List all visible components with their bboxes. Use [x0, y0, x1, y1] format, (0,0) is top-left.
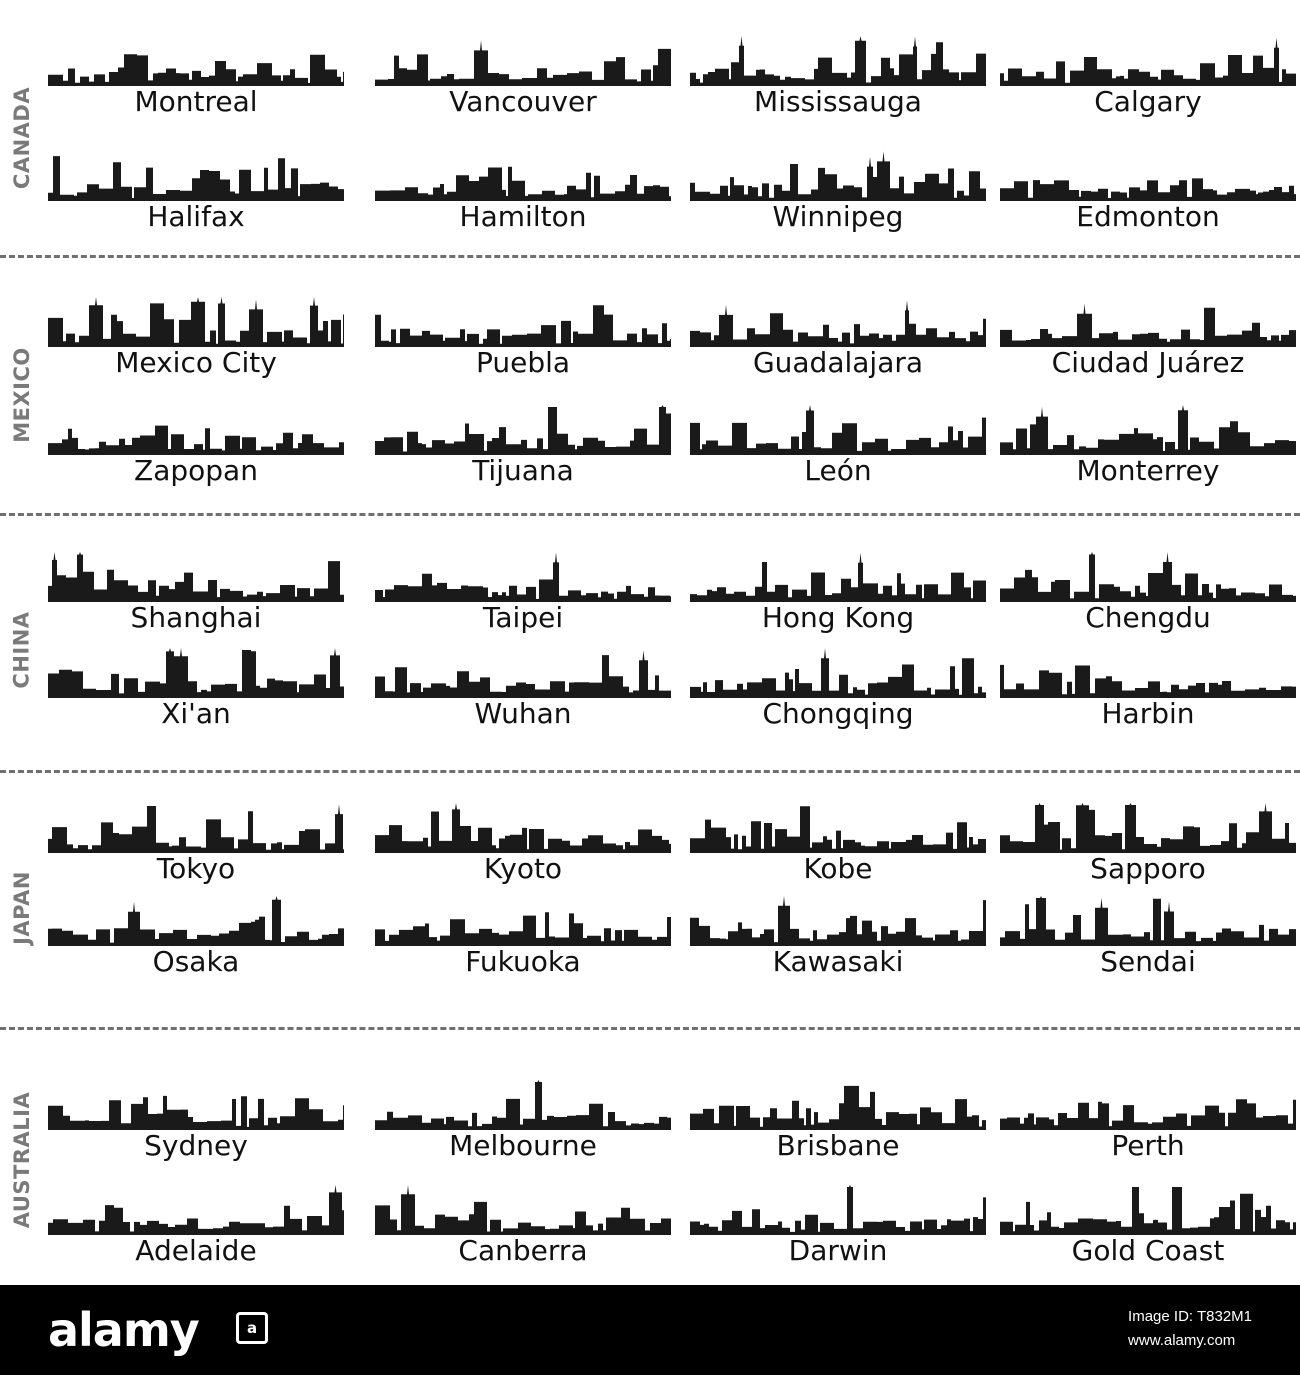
city-skyline-card [375, 803, 671, 885]
city-name: Sapporo [1090, 852, 1206, 885]
city-skyline-card [375, 297, 671, 379]
skyline-silhouette [48, 648, 344, 698]
city-skyline-card [48, 552, 344, 634]
skyline-shape [375, 912, 671, 946]
city-name: Monterrey [1076, 454, 1220, 487]
skyline-silhouette [48, 405, 344, 455]
city-name: Shanghai [130, 601, 262, 634]
city-name: Mexico City [115, 346, 277, 379]
section-divider [0, 513, 1300, 516]
skyline-silhouette [375, 405, 671, 455]
skyline-shape [1000, 803, 1296, 853]
city-name: Chongqing [762, 697, 914, 730]
skyline-silhouette [1000, 552, 1296, 602]
city-skyline-card [375, 1080, 671, 1162]
skyline-silhouette [48, 552, 344, 602]
country-label-japan [0, 785, 44, 1030]
skyline-silhouette [1000, 896, 1296, 946]
city-name: Hamilton [459, 200, 587, 233]
section-divider [0, 1027, 1300, 1030]
city-skyline-card [690, 405, 986, 487]
skyline-shape [375, 1080, 671, 1130]
skyline-shape [375, 1185, 671, 1235]
skyline-silhouette [690, 151, 986, 201]
skyline-silhouette [48, 896, 344, 946]
city-skyline-card [48, 648, 344, 730]
skyline-shape [1000, 405, 1296, 455]
city-skyline-card [690, 1080, 986, 1162]
skyline-silhouette [375, 151, 671, 201]
skyline-silhouette [375, 297, 671, 347]
city-name: Puebla [475, 346, 571, 379]
skyline-shape [690, 1185, 986, 1235]
skyline-shape [48, 804, 344, 853]
city-skyline-card [48, 803, 344, 885]
skyline-silhouette [375, 896, 671, 946]
skyline-silhouette [690, 552, 986, 602]
city-name: Vancouver [449, 85, 597, 118]
image-id: Image ID: T832M1 [1128, 1308, 1252, 1325]
skyline-silhouette [690, 803, 986, 853]
section-divider [0, 770, 1300, 773]
skyline-silhouette [375, 36, 671, 86]
skyline-shape [690, 151, 986, 201]
city-skyline-card [48, 1080, 344, 1162]
country-label-australia [0, 1045, 44, 1275]
city-skyline-card [1000, 151, 1296, 233]
city-name: Mississauga [754, 85, 922, 118]
city-name: Canberra [458, 1234, 588, 1267]
skyline-shape [1000, 1099, 1296, 1130]
skyline-shape [375, 305, 671, 347]
section-divider [0, 255, 1300, 258]
skyline-silhouette [48, 151, 344, 201]
skyline-silhouette [1000, 151, 1296, 201]
skyline-shape [375, 40, 671, 86]
skyline-shape [690, 553, 986, 602]
skyline-shape [1000, 178, 1296, 201]
skyline-silhouette [690, 36, 986, 86]
city-skyline-card [1000, 297, 1296, 379]
skyline-silhouette [1000, 36, 1296, 86]
skyline-shape [1000, 896, 1296, 946]
skyline-shape [48, 426, 344, 455]
city-skyline-card [1000, 648, 1296, 730]
brand-mark-icon: a [236, 1312, 268, 1344]
skyline-shape [1000, 552, 1296, 602]
city-name: Brisbane [776, 1129, 900, 1162]
city-skyline-card [48, 1185, 344, 1267]
city-skyline-card [690, 151, 986, 233]
city-skyline-card [48, 896, 344, 978]
skyline-shape [48, 1096, 344, 1130]
city-skyline-card [690, 36, 986, 118]
skyline-shape [48, 896, 344, 946]
country-label-china [0, 530, 44, 770]
site-url: www.alamy.com [1128, 1332, 1236, 1349]
skyline-silhouette [1000, 803, 1296, 853]
skyline-silhouette [1000, 405, 1296, 455]
city-skyline-card [690, 648, 986, 730]
skyline-shape [375, 167, 671, 201]
skyline-shape [375, 650, 671, 698]
footer-info [1128, 1305, 1252, 1353]
city-skyline-card [375, 36, 671, 118]
skyline-shape [1000, 665, 1296, 698]
country-label-canada [0, 18, 44, 258]
city-name: Montreal [134, 85, 258, 118]
country-name: AUSTRALIA [10, 1091, 35, 1229]
skyline-silhouette [1000, 1185, 1296, 1235]
skyline-silhouette [375, 803, 671, 853]
skyline-silhouette [375, 1185, 671, 1235]
brand-logo: alamy [48, 1303, 199, 1357]
skyline-shape [1000, 304, 1296, 347]
city-skyline-card [48, 405, 344, 487]
city-skyline-card [1000, 552, 1296, 634]
city-name: Guadalajara [752, 346, 924, 379]
city-name: Fukuoka [465, 945, 581, 978]
city-name: Adelaide [135, 1234, 257, 1267]
skyline-silhouette [48, 297, 344, 347]
city-name: León [804, 454, 872, 487]
city-name: Darwin [788, 1234, 888, 1267]
watermark-footer [0, 1285, 1300, 1375]
skyline-silhouette [690, 297, 986, 347]
city-name: Chengdu [1085, 601, 1211, 634]
city-skyline-card [375, 552, 671, 634]
city-name: Harbin [1101, 697, 1195, 730]
skyline-shape [375, 552, 671, 602]
city-skyline-card [375, 648, 671, 730]
city-name: Xi'an [161, 697, 231, 730]
city-name: Halifax [147, 200, 245, 233]
city-name: Perth [1111, 1129, 1185, 1162]
skyline-shape [690, 1086, 986, 1130]
city-skyline-card [375, 1185, 671, 1267]
skyline-silhouette [690, 648, 986, 698]
skyline-silhouette [48, 803, 344, 853]
skyline-shape [375, 803, 671, 853]
country-name: CHINA [10, 611, 35, 689]
city-name: Tijuana [472, 454, 574, 487]
city-name: Zapopan [134, 454, 258, 487]
city-name: Winnipeg [772, 200, 904, 233]
city-name: Sydney [144, 1129, 248, 1162]
city-name: Edmonton [1076, 200, 1220, 233]
skyline-shape [48, 54, 344, 86]
skyline-silhouette [48, 1185, 344, 1235]
country-name: JAPAN [10, 870, 35, 945]
city-skyline-card [690, 297, 986, 379]
city-skyline-card [690, 552, 986, 634]
skyline-silhouette [375, 648, 671, 698]
city-skyline-card [1000, 1080, 1296, 1162]
skyline-silhouette [1000, 297, 1296, 347]
skyline-shape [690, 300, 986, 347]
skyline-silhouette [375, 1080, 671, 1130]
skyline-shape [690, 405, 986, 455]
city-skyline-card [1000, 896, 1296, 978]
city-name: Melbourne [449, 1129, 597, 1162]
country-name: CANADA [10, 86, 34, 190]
country-label-mexico [0, 275, 44, 515]
skyline-silhouette [48, 36, 344, 86]
skyline-shape [375, 405, 671, 455]
city-name: Wuhan [474, 697, 572, 730]
city-skyline-card [375, 896, 671, 978]
city-skyline-card [1000, 803, 1296, 885]
skyline-shape [48, 297, 344, 347]
city-name: Kobe [803, 852, 873, 885]
skyline-shape [690, 648, 986, 698]
skyline-silhouette [690, 1080, 986, 1130]
skyline-shape [48, 648, 344, 698]
country-name: MEXICO [10, 347, 35, 443]
city-name: Ciudad Juárez [1051, 346, 1245, 379]
city-name: Gold Coast [1071, 1234, 1225, 1267]
skyline-silhouette [690, 896, 986, 946]
skyline-silhouette [690, 405, 986, 455]
city-skyline-card [48, 36, 344, 118]
city-name: Kyoto [483, 852, 563, 885]
skyline-silhouette [48, 1080, 344, 1130]
skyline-shape [48, 552, 344, 602]
skyline-shape [690, 36, 986, 86]
city-skyline-card [48, 297, 344, 379]
city-skyline-card [1000, 1185, 1296, 1267]
city-skyline-card [690, 896, 986, 978]
skyline-silhouette [690, 1185, 986, 1235]
city-skyline-card [375, 405, 671, 487]
skyline-shape [48, 156, 344, 201]
skyline-shape [1000, 38, 1296, 86]
skyline-silhouette [1000, 648, 1296, 698]
city-name: Osaka [152, 945, 240, 978]
skyline-silhouette [1000, 1080, 1296, 1130]
city-name: Calgary [1094, 85, 1202, 118]
skyline-silhouette [375, 552, 671, 602]
skyline-shape [690, 896, 986, 946]
city-skyline-card [690, 1185, 986, 1267]
skyline-shape [690, 806, 986, 853]
city-skyline-card [1000, 36, 1296, 118]
skyline-shape [1000, 1187, 1296, 1235]
city-name: Hong Kong [761, 601, 915, 634]
city-name: Kawasaki [772, 945, 904, 978]
city-name: Sendai [1100, 945, 1196, 978]
city-skyline-card [48, 151, 344, 233]
city-skyline-card [1000, 405, 1296, 487]
city-name: Taipei [482, 601, 564, 634]
city-skyline-card [375, 151, 671, 233]
city-name: Tokyo [156, 852, 236, 885]
skyline-shape [48, 1185, 344, 1235]
city-skyline-card [690, 803, 986, 885]
